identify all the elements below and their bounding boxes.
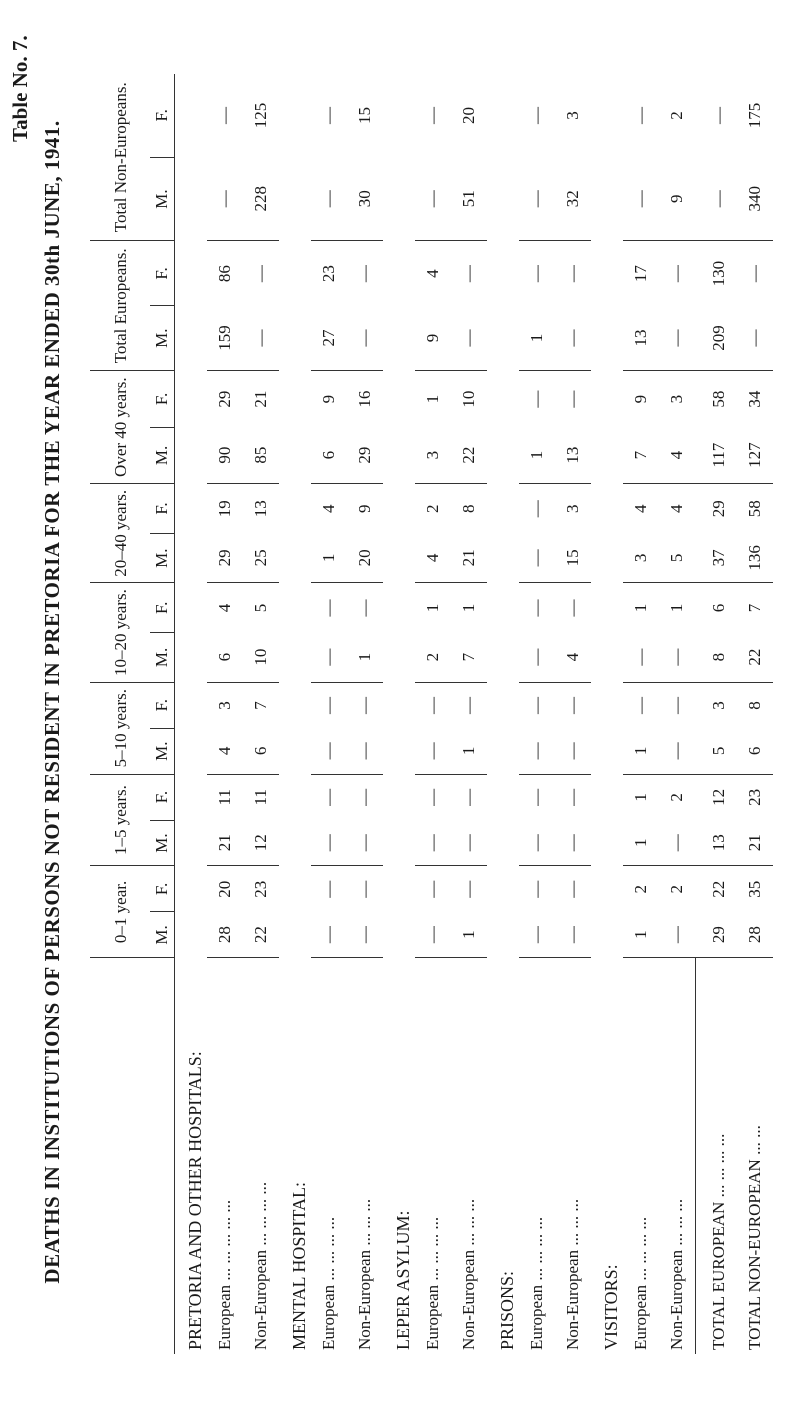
row-label: Non-European ... ... ... xyxy=(563,1198,582,1350)
table-cell: 90 xyxy=(207,427,243,484)
table-cell: 9 xyxy=(659,157,695,241)
table-cell: 23 xyxy=(251,880,270,898)
table-cell: 2 xyxy=(667,884,686,894)
table-cell: — xyxy=(519,728,555,774)
col-group-header: 1–5 years. xyxy=(90,774,150,866)
female-col-header: F. xyxy=(150,484,175,534)
table-cell: — xyxy=(623,633,659,683)
section-title: PRETORIA AND OTHER HOSPITALS: xyxy=(184,1051,205,1350)
table-cell: 21 xyxy=(451,533,487,583)
table-cell: — xyxy=(311,633,347,683)
table-cell: 1 xyxy=(519,427,555,484)
table-cell: — xyxy=(243,306,279,371)
table-cell: 13 xyxy=(623,306,659,371)
table-cell: 159 xyxy=(207,306,243,371)
table-cell: — xyxy=(519,157,555,241)
table-cell: — xyxy=(519,633,555,683)
table-cell: — xyxy=(319,880,338,898)
table-cell: — xyxy=(519,820,555,866)
table-cell: — xyxy=(519,912,555,958)
table-cell: 22 xyxy=(709,880,728,898)
table-cell: 7 xyxy=(451,633,487,683)
table-cell: 1 xyxy=(423,603,442,613)
table-cell: 9 xyxy=(355,504,374,513)
table-cell: 125 xyxy=(251,102,270,129)
table-cell: — xyxy=(311,728,347,774)
row-label: Non-European ... ... ... xyxy=(355,1198,374,1350)
table-cell: 3 xyxy=(415,427,451,484)
table-cell: — xyxy=(415,728,451,774)
table-cell: 1 xyxy=(347,633,383,683)
table-cell: 4 xyxy=(415,533,451,583)
col-group-header: 20–40 years. xyxy=(90,484,150,583)
table-cell: — xyxy=(251,265,270,283)
table-cell: — xyxy=(709,107,728,125)
table-cell: 1 xyxy=(519,306,555,371)
table-cell: 130 xyxy=(709,260,728,287)
table-cell: 5 xyxy=(251,603,270,613)
table-cell: 4 xyxy=(631,504,650,513)
section-header-row xyxy=(175,74,208,1354)
table-cell: — xyxy=(667,265,686,283)
page-title: DEATHS IN INSTITUTIONS OF PERSONS NOT RESIDENT IN PRETORIA FOR THE YEAR ENDED 30th JUNE, 1941. xyxy=(40,120,64,1284)
table-cell: — xyxy=(737,306,773,371)
table-cell: 2 xyxy=(415,633,451,683)
table-cell: — xyxy=(631,107,650,125)
col-group-header: 0–1 year. xyxy=(90,866,150,958)
table-cell: 13 xyxy=(555,427,591,484)
female-col-header: F. xyxy=(150,371,175,428)
table-row xyxy=(347,74,383,1354)
table-cell: — xyxy=(659,306,695,371)
table-row xyxy=(207,74,243,1354)
table-cell: — xyxy=(355,265,374,283)
table-cell: — xyxy=(207,157,243,241)
table-cell: 6 xyxy=(737,728,773,774)
male-col-header: M. xyxy=(150,533,175,583)
male-col-header: M. xyxy=(150,427,175,484)
table-cell: 209 xyxy=(695,306,737,371)
table-cell: — xyxy=(355,599,374,617)
table-cell: 1 xyxy=(423,394,442,404)
table-cell: 4 xyxy=(319,504,338,513)
female-col-header: F. xyxy=(150,774,175,820)
table-cell: 28 xyxy=(737,912,773,958)
section-header-row xyxy=(487,74,519,1354)
table-row xyxy=(415,74,451,1354)
table-cell: 28 xyxy=(207,912,243,958)
table-cell: 8 xyxy=(459,504,478,513)
table-cell: 4 xyxy=(215,603,234,613)
table-cell: — xyxy=(563,788,582,806)
table-cell: — xyxy=(623,157,659,241)
table-cell: 10 xyxy=(459,390,478,408)
table-cell: 340 xyxy=(737,157,773,241)
male-col-header: M. xyxy=(150,157,175,241)
table-cell: 58 xyxy=(709,390,728,408)
table-cell: — xyxy=(695,157,737,241)
table-cell: 1 xyxy=(451,912,487,958)
female-col-header: F. xyxy=(150,74,175,157)
table-row xyxy=(311,74,347,1354)
table-cell: 6 xyxy=(207,633,243,683)
table-cell: 7 xyxy=(623,427,659,484)
col-group-header: Total Europeans. xyxy=(90,241,150,371)
table-cell: 17 xyxy=(631,265,650,283)
table-cell: — xyxy=(563,696,582,714)
table-cell: — xyxy=(527,880,546,898)
table-cell: 1 xyxy=(623,728,659,774)
table-cell: 4 xyxy=(659,427,695,484)
table-cell: — xyxy=(215,107,234,125)
table-cell: 8 xyxy=(745,701,764,710)
row-label: TOTAL NON-EUROPEAN ... ... xyxy=(745,1125,764,1350)
table-cell: 1 xyxy=(451,728,487,774)
table-cell: — xyxy=(347,306,383,371)
table-cell: 34 xyxy=(745,390,764,408)
section-title: VISITORS: xyxy=(600,1264,621,1350)
female-col-header: F. xyxy=(150,682,175,728)
table-cell: 86 xyxy=(215,265,234,283)
table-cell: — xyxy=(311,820,347,866)
table-cell: — xyxy=(319,788,338,806)
table-cell: — xyxy=(563,599,582,617)
table-cell: — xyxy=(659,633,695,683)
table-cell: 9 xyxy=(319,394,338,404)
table-row xyxy=(519,74,555,1354)
table-cell: 25 xyxy=(243,533,279,583)
male-col-header: M. xyxy=(150,912,175,958)
sex-header-row xyxy=(150,74,175,1354)
table-cell: — xyxy=(527,696,546,714)
table-cell: 4 xyxy=(207,728,243,774)
section-title: PRISONS: xyxy=(496,1270,517,1350)
table-cell: 117 xyxy=(695,427,737,484)
table-cell: 1 xyxy=(311,533,347,583)
table-cell: — xyxy=(659,820,695,866)
table-cell: 20 xyxy=(459,107,478,125)
table-cell: — xyxy=(311,912,347,958)
table-cell: 2 xyxy=(423,504,442,513)
table-cell: 29 xyxy=(215,390,234,408)
table-cell: 37 xyxy=(695,533,737,583)
table-cell: 21 xyxy=(737,820,773,866)
row-label: Non-European ... ... ... xyxy=(459,1198,478,1350)
table-row xyxy=(623,74,659,1354)
age-group-header-row xyxy=(90,74,150,1354)
table-cell: 15 xyxy=(355,107,374,125)
table-cell: — xyxy=(459,880,478,898)
table-cell: — xyxy=(355,880,374,898)
total-row xyxy=(737,74,773,1354)
table-cell: 6 xyxy=(709,603,728,613)
table-cell: — xyxy=(459,696,478,714)
table-cell: — xyxy=(563,265,582,283)
table-cell: — xyxy=(519,533,555,583)
table-cell: 12 xyxy=(709,788,728,806)
table-cell: — xyxy=(423,696,442,714)
table-cell: 1 xyxy=(631,793,650,802)
table-cell: 10 xyxy=(243,633,279,683)
table-cell: — xyxy=(527,107,546,125)
table-cell: 11 xyxy=(251,789,270,806)
row-label: European ... ... ... ... xyxy=(527,1216,546,1350)
male-col-header: M. xyxy=(150,633,175,683)
table-cell: — xyxy=(527,265,546,283)
section-title: MENTAL HOSPITAL: xyxy=(288,1182,309,1350)
table-cell: — xyxy=(355,696,374,714)
table-cell: — xyxy=(415,820,451,866)
table-cell: 9 xyxy=(415,306,451,371)
male-col-header: M. xyxy=(150,728,175,774)
male-col-header: M. xyxy=(150,820,175,866)
table-cell: — xyxy=(319,696,338,714)
table-cell: — xyxy=(527,788,546,806)
table-cell: — xyxy=(319,107,338,125)
table-number: Table No. 7. xyxy=(8,35,32,142)
table-row xyxy=(659,74,695,1354)
row-label-header xyxy=(90,958,150,1354)
table-cell: — xyxy=(415,157,451,241)
total-row xyxy=(695,74,737,1354)
table-cell: — xyxy=(527,390,546,408)
table-cell: 228 xyxy=(243,157,279,241)
table-cell: 1 xyxy=(623,820,659,866)
table-cell: — xyxy=(319,599,338,617)
row-label: Non-European ... ... ... ... xyxy=(251,1181,270,1350)
table-cell: 6 xyxy=(243,728,279,774)
table-cell: 21 xyxy=(207,820,243,866)
table-cell: — xyxy=(451,820,487,866)
table-cell: 2 xyxy=(667,111,686,120)
table-cell: — xyxy=(423,107,442,125)
col-group-header: 5–10 years. xyxy=(90,682,150,774)
table-cell: 9 xyxy=(631,394,650,404)
table-cell: 175 xyxy=(745,102,764,129)
table-cell: 4 xyxy=(555,633,591,683)
deaths-table xyxy=(90,74,773,1354)
table-cell: 29 xyxy=(709,500,728,518)
col-group-header: 10–20 years. xyxy=(90,583,150,682)
table-cell: 1 xyxy=(623,912,659,958)
table-cell: — xyxy=(555,728,591,774)
col-group-header: Over 40 years. xyxy=(90,371,150,484)
table-cell: 127 xyxy=(737,427,773,484)
table-cell: 4 xyxy=(667,504,686,513)
table-cell: — xyxy=(527,500,546,518)
table-cell: 29 xyxy=(207,533,243,583)
table-cell: 3 xyxy=(667,394,686,404)
table-cell: 19 xyxy=(215,500,234,518)
table-cell: 22 xyxy=(737,633,773,683)
table-cell: 13 xyxy=(695,820,737,866)
table-row xyxy=(243,74,279,1354)
table-cell: — xyxy=(527,599,546,617)
table-cell: 23 xyxy=(319,265,338,283)
row-label: Non-European ... ... ... xyxy=(666,1198,686,1350)
col-group-header: Total Non-Europeans. xyxy=(90,74,150,241)
table-cell: 32 xyxy=(555,157,591,241)
table-cell: 23 xyxy=(745,788,764,806)
table-cell: 3 xyxy=(709,701,728,710)
table-cell: 20 xyxy=(215,880,234,898)
table-row xyxy=(555,74,591,1354)
female-col-header: F. xyxy=(150,583,175,633)
table-cell: 22 xyxy=(451,427,487,484)
table-cell: 29 xyxy=(695,912,737,958)
male-col-header: M. xyxy=(150,306,175,371)
table-cell: 5 xyxy=(659,533,695,583)
table-cell: — xyxy=(423,788,442,806)
table-cell: 58 xyxy=(745,500,764,518)
table-cell: 7 xyxy=(745,603,764,613)
table-cell: — xyxy=(459,265,478,283)
table-cell: 21 xyxy=(251,390,270,408)
table-cell: 51 xyxy=(451,157,487,241)
table-cell: — xyxy=(659,912,695,958)
table-cell: — xyxy=(347,912,383,958)
table-cell: 29 xyxy=(347,427,383,484)
row-label: European ... ... ... ... ... xyxy=(215,1199,234,1350)
table-cell: 1 xyxy=(631,603,650,613)
table-cell: 22 xyxy=(243,912,279,958)
table-cell: 15 xyxy=(555,533,591,583)
table-cell: — xyxy=(745,265,764,283)
table-cell: — xyxy=(667,696,686,714)
table-cell: — xyxy=(631,696,650,714)
table-body xyxy=(175,74,774,1354)
table-cell: — xyxy=(355,788,374,806)
female-col-header: F. xyxy=(150,866,175,912)
table-cell: — xyxy=(459,788,478,806)
section-header-row xyxy=(591,74,623,1354)
table-cell: 136 xyxy=(737,533,773,583)
table-cell: — xyxy=(347,728,383,774)
table-cell: — xyxy=(555,306,591,371)
section-title: LEPER ASYLUM: xyxy=(392,1210,413,1350)
table-cell: 7 xyxy=(251,701,270,710)
table-cell: 35 xyxy=(745,880,764,898)
table-cell: — xyxy=(555,820,591,866)
row-label-subheader xyxy=(150,958,175,1354)
row-label: European ... ... ... ... xyxy=(319,1216,338,1350)
table-cell: 6 xyxy=(311,427,347,484)
table-cell: — xyxy=(555,912,591,958)
table-cell: 2 xyxy=(667,793,686,802)
table-cell: 3 xyxy=(563,111,582,120)
section-header-row xyxy=(279,74,311,1354)
table-cell: 20 xyxy=(347,533,383,583)
table-cell: — xyxy=(451,306,487,371)
table-cell: — xyxy=(415,912,451,958)
table-cell: 5 xyxy=(695,728,737,774)
table-cell: 16 xyxy=(355,390,374,408)
table-cell: 1 xyxy=(667,603,686,613)
table-cell: 3 xyxy=(563,504,582,513)
female-col-header: F. xyxy=(150,241,175,306)
table-cell: — xyxy=(311,157,347,241)
table-cell: 11 xyxy=(215,789,234,806)
row-label: TOTAL EUROPEAN ... ... ... ... xyxy=(695,958,737,1354)
table-cell: — xyxy=(423,880,442,898)
table-cell: 2 xyxy=(631,884,650,894)
table-cell: 3 xyxy=(623,533,659,583)
table-cell: 27 xyxy=(311,306,347,371)
table-cell: — xyxy=(659,728,695,774)
row-label: European ... ... ... ... xyxy=(423,1216,442,1350)
table-cell: — xyxy=(563,390,582,408)
table-cell: 13 xyxy=(251,500,270,518)
row-label: European ... ... ... ... xyxy=(631,1216,650,1350)
table-row xyxy=(451,74,487,1354)
table-cell: — xyxy=(563,880,582,898)
table-cell: 4 xyxy=(423,269,442,278)
table-cell: 12 xyxy=(243,820,279,866)
section-header-row xyxy=(383,74,415,1354)
table-cell: 85 xyxy=(243,427,279,484)
table-cell: — xyxy=(347,820,383,866)
table-cell: 1 xyxy=(459,603,478,613)
table-cell: 8 xyxy=(695,633,737,683)
table-cell: 30 xyxy=(347,157,383,241)
table-cell: 3 xyxy=(215,701,234,710)
